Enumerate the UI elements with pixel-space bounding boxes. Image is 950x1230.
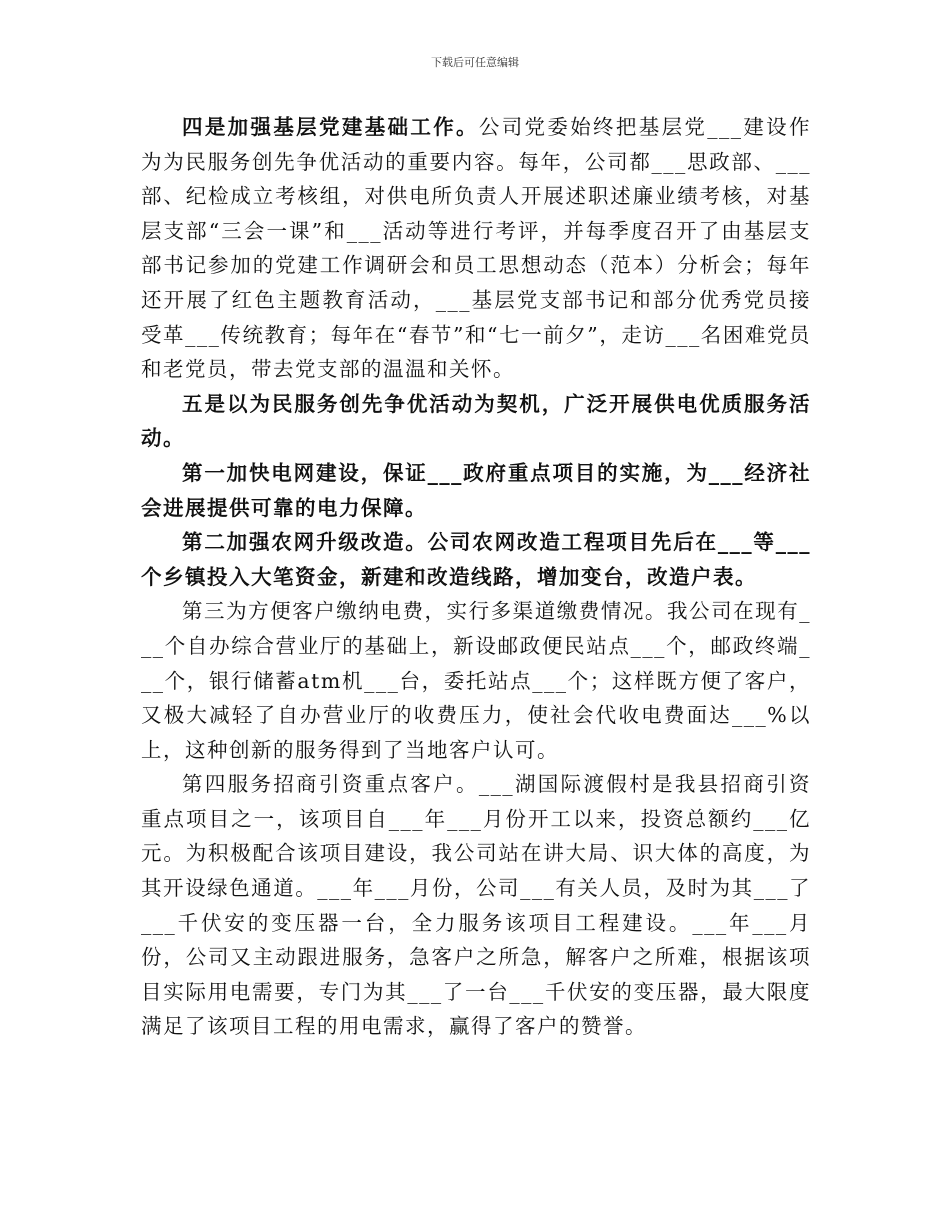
paragraph-grid-construction <box>141 456 811 525</box>
paragraph-party-building <box>141 110 811 387</box>
paragraph-investment-clients <box>141 767 811 1044</box>
paragraph-lead: 五是以为民服务创先争优活动为契机，广泛开展供电优质服务活动。 <box>141 391 811 451</box>
paragraph-payment-channels <box>141 594 811 767</box>
paragraph-text: 第四服务招商引资重点客户。___湖国际渡假村是我县招商引资重点项目之一，该项目自___年___月份开工以来，投资总额约___亿元。为积极配合该项目建设，我公司站在讲大局、识大体的高度，为其开设绿色通道。___年___月份，公司___有关人员，及时为其___了___千伏安的变压器一台，全力服务该项目工程建设。___年___月份，公司又主动跟进服务，急客户之所急，解客户之所难，根据该项目实际用电需要，专门为其___了一台___千伏安的变压器，最大限度满足了该项目工程的用电需求，赢得了客户的赞誉。 <box>141 772 811 1039</box>
paragraph-lead: 四是加强基层党建基础工作。 <box>182 115 479 139</box>
paragraph-text: 第三为方便客户缴纳电费，实行多渠道缴费情况。我公司在现有___个自办综合营业厅的基础上，新设邮政便民站点___个，邮政终端___个，银行储蓄atm机___台，委托站点___个；这样既方便了客户，又极大减轻了自办营业厅的收费压力，使社会代收电费面达___%以上，这种创新的服务得到了当地客户认可。 <box>141 599 811 762</box>
page-header: 下载后可任意编辑 <box>431 56 519 69</box>
paragraph-lead: 第一加快电网建设，保证___政府重点项目的实施，为___经济社会进展提供可靠的电力保障。 <box>141 460 811 520</box>
paragraph-text: 公司党委始终把基层党___建设作为为民服务创先争优活动的重要内容。每年，公司都___思政部、___部、纪检成立考核组，对供电所负责人开展述职述廉业绩考核，对基层支部“三会一课”和___活动等进行考评，并每季度召开了由基层支部书记参加的党建工作调研会和员工思想动态（范本）分析会；每年还开展了红色主题教育活动，___基层党支部书记和部分优秀党员接受革___传统教育；每年在“春节”和“七一前夕”，走访___名困难党员和老党员，带去党支部的温温和关怀。 <box>141 115 811 382</box>
paragraph-lead: 第二加强农网升级改造。公司农网改造工程项目先后在___等___个乡镇投入大笔资金，新建和改造线路，增加变台，改造户表。 <box>141 530 811 589</box>
document-body <box>141 110 811 1044</box>
paragraph-service-activity <box>141 387 811 456</box>
paragraph-rural-grid <box>141 525 811 594</box>
